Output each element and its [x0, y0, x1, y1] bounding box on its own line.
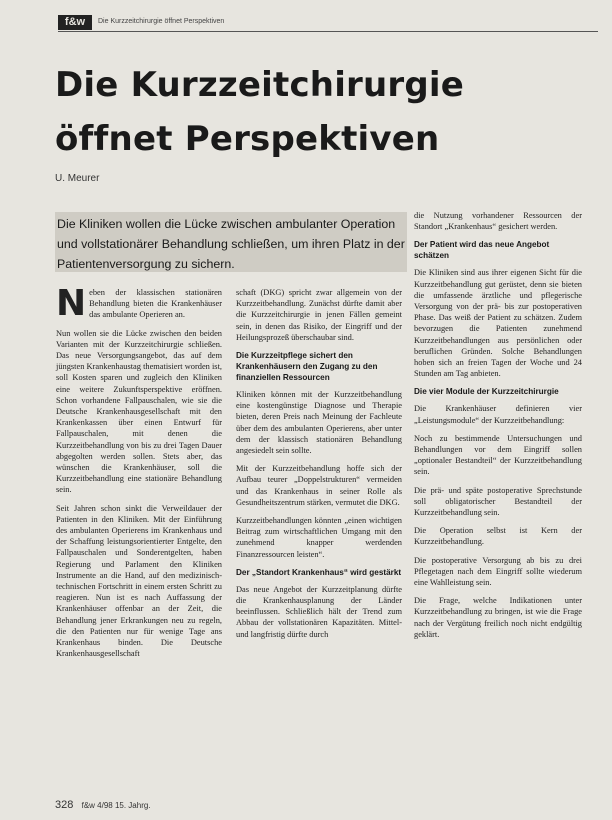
list-item: Die prä- und späte postoperative Sprechstunde soll obligatorischer Bestandteil der Kurzzeitbehandlung sein.	[414, 485, 582, 518]
paragraph: Neben der klassischen stationären Behandlung bieten die Krankenhäuser das ambulante Operieren an.	[56, 283, 222, 324]
paragraph: Nun wollen sie die Lücke zwischen den beiden Varianten mit der Kurzzeitchirurgie schließen. Das neue Versorgungsangebot, das auf dem jüngsten Krankenhaustag thematisiert worden ist, soll Kosten sparen und zugleich den Kliniken eine weitere Zukunftsperspektive eröffnen. Schon vorhandene Fallpauschalen, wie sie die Deutsche Krankenhausgesellschaft mit den Krankenkassen über einen Entwurf für Fallpauschalen, mit denen die Kurzzeitbehandlung von bis zu drei Tagen Dauer abgegolten werden sollen. Stets aber, das wünschen die Krankenhäuser, soll die Kurzzeitbehandlung eine stationäre Behandlung sein.	[56, 328, 222, 495]
text-column-2	[236, 287, 402, 647]
paragraph: Das neue Angebot der Kurzzeitplanung dürfte die Krankenhausplanung der Länder beeinflussen. Schließlich hält der Trend zum Abbau der vollstationären Kapazitäten. Mittel- und langfristig dürfte durch	[236, 584, 402, 639]
paragraph: schaft (DKG) spricht zwar allgemein von der Kurzzeitbehandlung. Zunächst dürfte damit aber die Kurzzeitchirurgie in jenen Fällen gemeint sein, in denen das Risiko, der Eingriff und der Heilungsprozeß überschaubar sind.	[236, 288, 402, 342]
running-title: Die Kurzzeitchirurgie öffnet Perspektiven	[98, 18, 225, 25]
drop-cap: N	[56, 283, 87, 324]
list-item: Die Operation selbst ist Kern der Kurzzeitbehandlung.	[414, 526, 582, 547]
article-author: U. Meurer	[55, 173, 100, 184]
magazine-logo: f&w	[58, 15, 92, 30]
page-header	[58, 15, 598, 31]
paragraph: Mit der Kurzzeitbehandlung hoffe sich der Aufbau teurer „Doppelstrukturen“ vermeiden und das Krankenhaus in seiner Rolle als Gesundheitszentrum stärken, vermutet die DKG.	[236, 464, 402, 507]
page-footer	[55, 799, 151, 811]
list-item: Die postoperative Versorgung ab bis zu drei Pflegetagen nach dem Eingriff sollte wiederum eine Wahlleistung sein.	[414, 555, 582, 588]
title-line-2: öffnet Perspektiven	[55, 119, 440, 159]
list-item: Noch zu bestimmende Untersuchungen und Behandlungen vor dem Eingriff sollen „optionaler Bestandteil“ der Kurzzeitbehandlung sein.	[414, 433, 582, 477]
subheading: Die Kurzzeitpflege sichert den Krankenhäusern den Zugang zu den finanziellen Ressourcen	[236, 351, 378, 383]
issue-info: f&w 4/98 15. Jahrg.	[81, 801, 151, 810]
paragraph: Seit Jahren schon sinkt die Verweildauer der Patienten in den Kliniken. Mit der Einführung des ambulanten Operierens im Krankenhaus und der Schaffung leistungsorientierter Entgelte, den Fallpauschalen und Sonderentgelten, haben Regierung und Parlament den Kliniken Instrumente an die Hand, auf den medizinisch-technischen Fortschritt in einem ersten Schritt zu reagieren. Nun ist es nach Auffassung der Krankenhäuser offenbar an der Zeit, die Behandlung jener Erkrankungen neu zu regeln, die den Patienten nur für wenige Tage ans Krankenhaus binden. Die Deutsche Krankenhausgesellschaft	[56, 503, 222, 659]
paragraph: Die Krankenhäuser definieren vier „Leistungsmodule“ der Kurzzeitbehandlung:	[414, 404, 582, 425]
subheading: Der Patient wird das neue Angebot schätzen	[414, 240, 550, 261]
paragraph: Kurzzeitbehandlungen könnten „einen wichtigen Beitrag zum wirtschaftlichen Umgang mit den zunehmend knapper werdenden Finanzressourcen leisten“.	[236, 516, 402, 559]
text-column-1	[56, 283, 222, 667]
article-lead: Die Kliniken wollen die Lücke zwischen ambulanter Operation und vollstationärer Behandlung schließen, um ihren Platz in der Patientenversorgung zu sichern.	[55, 212, 407, 272]
paragraph: Kliniken können mit der Kurzzeitbehandlung eine kostengünstige Diagnose und Therapie bieten, deren Preis nach Meinung der Fachleute über dem des ambulanten Operierens, aber unter dem der klassisch stationären Behandlung angesiedelt sein sollte.	[236, 390, 402, 456]
text-column-3	[414, 210, 582, 647]
paragraph: Die Frage, welche Indikationen unter Kurzzeitbehandlung zu bringen, ist wie die Frage nach der Vergütung freilich noch nicht endgültig geklärt.	[414, 596, 582, 639]
paragraph: Die Kliniken sind aus ihrer eigenen Sicht für die Kurzzeitbehandlung gut gerüstet, denn sie bieten die umfassende ärztliche und pflegerische Versorgung von der prä- bis zur postoperativen Phase. Das weiß der Patient zu schätzen. Zudem bevorzugen die Patienten zunehmend Kurzzeitbehandlungen aus persönlichen oder beruflichen Gründen. Solche Behandlungen hoben sich an freien Tagen der Woche und 24 Stunden am Tag anbieten.	[414, 268, 582, 379]
subheading: Die vier Module der Kurzzeitchirurgie	[414, 387, 559, 397]
title-line-1: Die Kurzzeitchirurgie	[55, 65, 465, 105]
article-title	[55, 58, 475, 166]
paragraph: die Nutzung vorhandener Ressourcen der Standort „Krankenhaus“ gesichert werden.	[414, 211, 582, 232]
header-rule	[58, 31, 598, 32]
page-number: 328	[55, 799, 74, 811]
subheading: Der „Standort Krankenhaus“ wird gestärkt	[236, 567, 402, 577]
